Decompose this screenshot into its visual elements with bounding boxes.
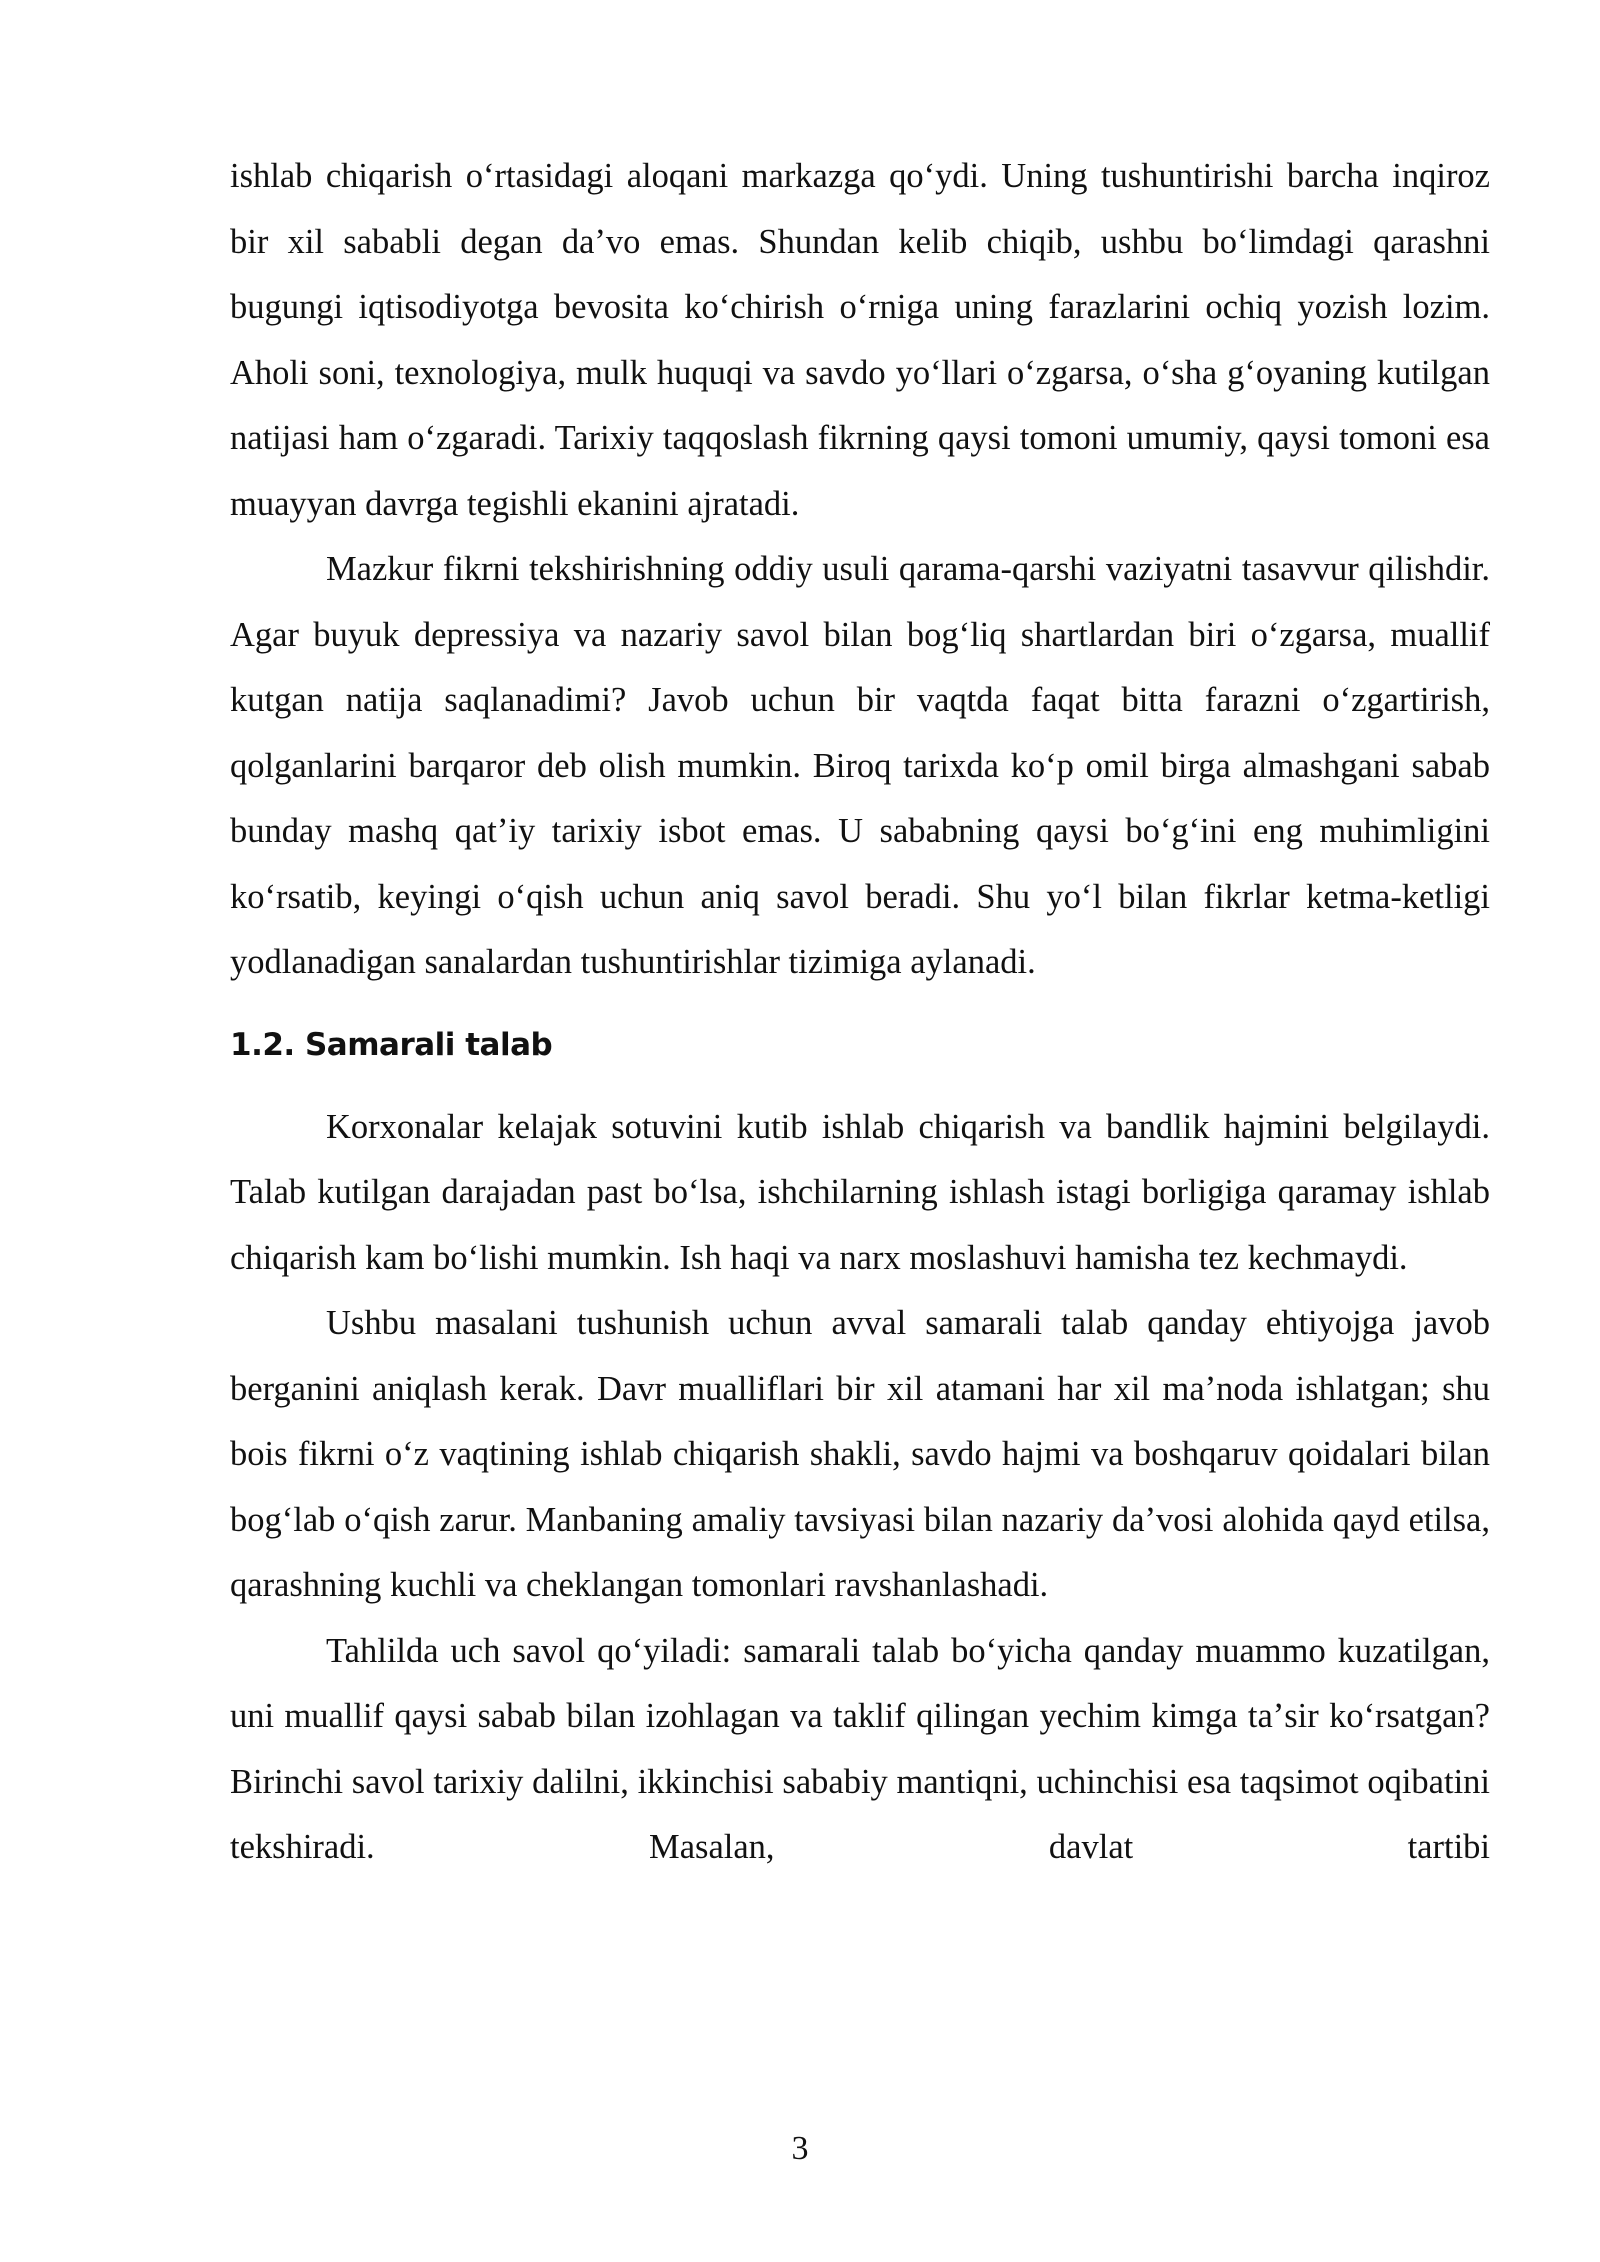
paragraph-3: Korxonalar kelajak sotuvini kutib ishlab chiqarish va bandlik hajmini belgilaydi. Talab kutilgan darajadan past boʻlsa, ishchilarning ishlash istagi borligiga qaramay ishlab chiqarish kam boʻlishi mumkin. Ish haqi va narx moslashuvi hamisha tez kechmaydi. <box>230 1107 1490 1277</box>
page-number: 3 <box>791 2130 809 2167</box>
paragraph-4: Ushbu masalani tushunish uchun avval samarali talab qanday ehtiyojga javob berganini aniqlash kerak. Davr mualliflari bir xil atamani har xil maʼnoda ishlatgan; shu bois fikrni oʻz vaqtining ishlab chiqarish shakli, savdo hajmi va boshqaruv qoidalari bilan bogʻlab oʻqish zarur. Manbaning amaliy tavsiyasi bilan nazariy daʼvosi alohida qayd etilsa, qarashning kuchli va cheklangan tomonlari ravshanlashadi. <box>230 1304 1490 1604</box>
page-body <box>230 144 1490 1881</box>
paragraph-1: ishlab chiqarish oʻrtasidagi aloqani markazga qoʻydi. Uning tushuntirishi barcha inqiroz bir xil sababli degan daʼvo emas. Shundan kelib chiqib, ushbu boʻlimdagi qarashni bugungi iqtisodiyotga bevosita koʻchirish oʻrniga uning farazlarini ochiq yozish lozim. Aholi soni, texnologiya, mulk huquqi va savdo yoʻllari oʻzgarsa, oʻsha gʻoyaning kutilgan natijasi ham oʻzgaradi. Tarixiy taqqoslash fikrning qaysi tomoni umumiy, qaysi tomoni esa muayyan davrga tegishli ekanini ajratadi. <box>230 157 1490 523</box>
paragraph-5: Tahlilda uch savol qoʻyiladi: samarali talab boʻyicha qanday muammo kuzatilgan, uni muallif qaysi sabab bilan izohlagan va taklif qilingan yechim kimga taʼsir koʻrsatgan? Birinchi savol tarixiy dalilni, ikkinchisi sababiy mantiqni, uchinchisi esa taqsimot oqibatini tekshiradi. Masalan, davlat tartibi <box>230 1631 1490 1866</box>
paragraph-2: Mazkur fikrni tekshirishning oddiy usuli qarama-qarshi vaziyatni tasavvur qilishdir. Agar buyuk depressiya va nazariy savol bilan bogʻliq shartlardan biri oʻzgarsa, muallif kutgan natija saqlanadimi? Javob uchun bir vaqtda faqat bitta farazni oʻzgartirish, qolganlarini barqaror deb olish mumkin. Biroq tarixda koʻp omil birga almashgani sabab bunday mashq qatʼiy tarixiy isbot emas. U sababning qaysi boʻgʻini eng muhimligini koʻrsatib, keyingi oʻqish uchun aniq savol beradi. Shu yoʻl bilan fikrlar ketma-ketligi yodlanadigan sanalardan tushuntirishlar tizimiga aylanadi. <box>230 550 1490 981</box>
section-heading: 1.2. Samarali talab <box>230 1026 553 1063</box>
